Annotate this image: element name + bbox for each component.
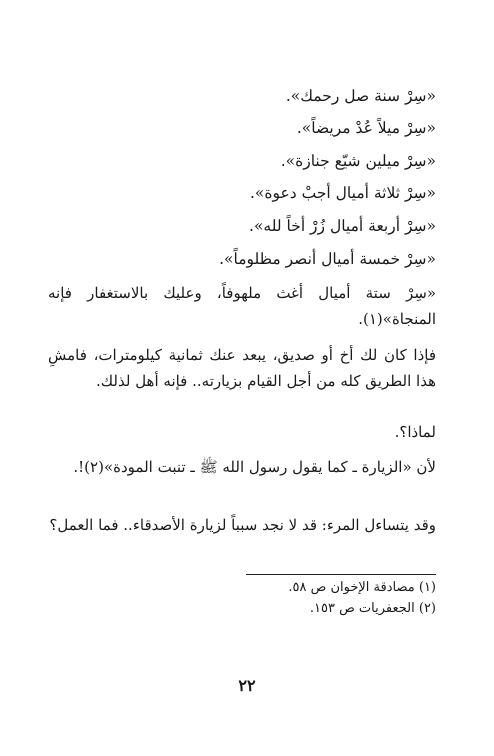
paragraph-why: لماذا؟. — [394, 423, 436, 441]
hadith-line-5: «سِرْ أربعة أميال زُرْ أخاً لله». — [249, 217, 436, 235]
hadith-line-7: «سِرْ ستة أميال أغث ملهوفاً، وعليك بالاستغفار فإنه المنجاة»(١). — [48, 284, 436, 328]
footnote-1: (١) مصادقة الإخوان ص ٥٨. — [288, 580, 436, 595]
paragraph-visit-hadith: لأن «الزيارة ـ كما يقول رسول الله ﷺ ـ تنبت المودة»(٢)!. — [73, 458, 436, 476]
hadith-line-6: «سِرْ خمسة أميال أنصر مظلوماً». — [219, 250, 436, 268]
hadith-line-1: «سِرْ سنة صل رحمك». — [285, 87, 436, 105]
page-number: ٢٢ — [238, 676, 256, 695]
hadith-line-2: «سِرْ ميلاً عُدْ مريضاً». — [296, 119, 436, 137]
hadith-line-3: «سِرْ ميلين شيّع جنازة». — [280, 152, 436, 170]
paragraph-question: وقد يتساءل المرء: قد لا نجد سبباً لزيارة الأصدقاء.. فما العمل؟ — [49, 516, 436, 534]
hadith-line-4: «سِرْ ثلاثة أميال أجبْ دعوة». — [250, 184, 436, 202]
paragraph-visit-friend: فإذا كان لك أخ أو صديق، يبعد عنك ثمانية كيلومترات، فامشِ هذا الطريق كله من أجل القيام بزيارته.. فإنه أهل لذلك. — [48, 346, 436, 390]
footnote-separator — [246, 574, 436, 575]
footnote-2: (٢) الجعفريات ص ١٥٣. — [309, 601, 436, 616]
